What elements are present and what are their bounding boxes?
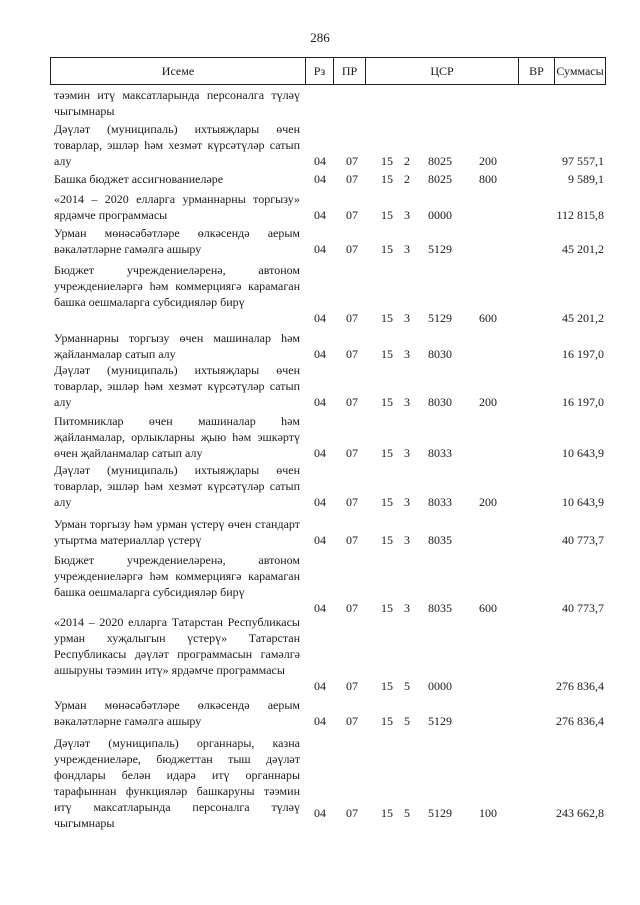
row-sum: 9 589,1 (568, 172, 604, 186)
row-vr: 200 (479, 495, 497, 509)
row-rz: 04 (314, 495, 326, 509)
row-rz: 04 (314, 714, 326, 728)
row-name: Дәүләт (муниципаль) ихтыяҗлары өчен товарлар, эшләр һәм хезмәт күрсәтүләр сатып алу (54, 122, 300, 168)
row-csr-code: 8025 (428, 172, 452, 186)
row-csr-subprogram: 3 (404, 446, 410, 460)
row-name: Урманнарны торгызу өчен машиналар һәм җайланмалар сатып алу (54, 331, 300, 361)
header-vr: ВР (519, 58, 555, 84)
row-name: Дәүләт (муниципаль) органнары, казна учреждениеләре, бюджеттан тыш дәүләт фондлары белән идарә итү органнары тарафыннан функцияләр башкаруны тәэмин итү максатларында персоналга түләү чыгымнары (54, 736, 300, 830)
header-csr: ЦСР (366, 58, 519, 84)
row-name: «2014 – 2020 елларга Татарстан Республикасы урман хуҗалыгын үстерү» Татарстан Республикасы дәүләт программасын гамәлгә ашыруны тәэмин итү» ярдәмче программасы (54, 615, 300, 677)
row-csr-code: 8033 (428, 495, 452, 509)
row-csr-code: 5129 (428, 242, 452, 256)
table-row (54, 735, 604, 830)
row-name: Урман торгызу һәм урман үстерү өчен стандарт утыртма материаллар үстерү (54, 517, 300, 547)
row-csr-subprogram: 3 (404, 601, 410, 615)
row-pr: 07 (346, 533, 358, 547)
row-sum: 16 197,0 (562, 347, 604, 361)
table-header (50, 57, 606, 85)
row-rz: 04 (314, 806, 326, 820)
table-row (54, 614, 604, 694)
row-sum: 276 836,4 (556, 714, 604, 728)
row-name: Урман мөнәсәбәтләре өлкәсендә аерым вәкаләтләрне гамәлгә ашыру (54, 226, 300, 256)
row-csr-subprogram: 3 (404, 347, 410, 361)
row-pr: 07 (346, 806, 358, 820)
row-rz: 04 (314, 311, 326, 325)
table-row (54, 225, 604, 257)
table-row (54, 87, 604, 119)
row-sum: 45 201,2 (562, 311, 604, 325)
row-vr: 800 (479, 172, 497, 186)
row-pr: 07 (346, 208, 358, 222)
row-pr: 07 (346, 446, 358, 460)
table-row (54, 697, 604, 729)
row-vr: 200 (479, 395, 497, 409)
table-row (54, 330, 604, 362)
row-csr-code: 5129 (428, 311, 452, 325)
row-name: Урман мөнәсәбәтләре өлкәсендә аерым вәкаләтләрне гамәлгә ашыру (54, 698, 300, 728)
header-sum: Суммасы (556, 64, 604, 78)
row-vr: 600 (479, 311, 497, 325)
row-pr: 07 (346, 714, 358, 728)
row-rz: 04 (314, 242, 326, 256)
row-sum: 97 557,1 (562, 154, 604, 168)
table-row (54, 191, 604, 223)
row-pr: 07 (346, 311, 358, 325)
row-name: Бюджет учреждениеләренә, автоном учреждениеләргә һәм коммерциягә карамаган башка оешмаларга субсидияләр бирү (54, 553, 300, 599)
row-csr-subprogram: 3 (404, 242, 410, 256)
row-name: Дәүләт (муниципаль) ихтыяҗлары өчен товарлар, эшләр һәм хезмәт күрсәтүләр сатып алу (54, 363, 300, 409)
row-csr-program: 15 (381, 495, 393, 509)
row-name: тәэмин итү максатларында персоналга түләү чыгымнары (54, 88, 300, 118)
row-csr-program: 15 (381, 714, 393, 728)
row-csr-subprogram: 5 (404, 806, 410, 820)
row-rz: 04 (314, 347, 326, 361)
row-csr-subprogram: 2 (404, 154, 410, 168)
row-csr-code: 8030 (428, 347, 452, 361)
row-pr: 07 (346, 154, 358, 168)
header-pr: ПР (334, 58, 366, 84)
row-csr-code: 8033 (428, 446, 452, 460)
row-csr-subprogram: 2 (404, 172, 410, 186)
row-sum: 40 773,7 (562, 533, 604, 547)
row-pr: 07 (346, 395, 358, 409)
row-rz: 04 (314, 601, 326, 615)
row-csr-program: 15 (381, 395, 393, 409)
row-rz: 04 (314, 446, 326, 460)
row-csr-subprogram: 3 (404, 495, 410, 509)
row-rz: 04 (314, 679, 326, 693)
header-rz: Рз (306, 58, 334, 84)
row-name: Башка бюджет ассигнованиеләре (54, 172, 224, 186)
row-rz: 04 (314, 154, 326, 168)
row-csr-program: 15 (381, 806, 393, 820)
row-csr-code: 8035 (428, 533, 452, 547)
row-csr-subprogram: 5 (404, 714, 410, 728)
row-csr-code: 0000 (428, 679, 452, 693)
row-csr-subprogram: 3 (404, 208, 410, 222)
row-csr-program: 15 (381, 311, 393, 325)
row-pr: 07 (346, 601, 358, 615)
row-vr: 600 (479, 601, 497, 615)
table-row (54, 413, 604, 461)
row-csr-program: 15 (381, 601, 393, 615)
row-pr: 07 (346, 172, 358, 186)
row-csr-code: 8030 (428, 395, 452, 409)
row-csr-program: 15 (381, 242, 393, 256)
row-name: Питомниклар өчен машиналар һәм җайланмалар, орлыкларны җыю һәм эшкәртү өчен җайланмалар сатып алу (54, 414, 300, 460)
row-sum: 112 815,8 (556, 208, 604, 222)
row-sum: 276 836,4 (556, 679, 604, 693)
row-pr: 07 (346, 679, 358, 693)
row-csr-subprogram: 3 (404, 395, 410, 409)
row-rz: 04 (314, 172, 326, 186)
row-name: «2014 – 2020 елларга урманнарны торгызу» ярдәмче программасы (54, 192, 300, 222)
row-rz: 04 (314, 395, 326, 409)
row-csr-program: 15 (381, 154, 393, 168)
row-sum: 10 643,9 (562, 446, 604, 460)
header-name: Исеме (51, 58, 306, 84)
table-row (54, 121, 604, 169)
row-rz: 04 (314, 533, 326, 547)
row-vr: 100 (479, 806, 497, 820)
row-csr-program: 15 (381, 208, 393, 222)
table-row (54, 171, 604, 187)
row-csr-code: 5129 (428, 806, 452, 820)
row-csr-code: 5129 (428, 714, 452, 728)
row-sum: 40 773,7 (562, 601, 604, 615)
page-number: 286 (310, 30, 330, 45)
row-name: Дәүләт (муниципаль) ихтыяҗлары өчен товарлар, эшләр һәм хезмәт күрсәтүләр сатып алу (54, 463, 300, 509)
row-csr-code: 8035 (428, 601, 452, 615)
table-row (54, 552, 604, 616)
row-pr: 07 (346, 495, 358, 509)
row-csr-program: 15 (381, 172, 393, 186)
row-sum: 16 197,0 (562, 395, 604, 409)
row-pr: 07 (346, 347, 358, 361)
row-sum: 10 643,9 (562, 495, 604, 509)
row-csr-code: 8025 (428, 154, 452, 168)
row-csr-code: 0000 (428, 208, 452, 222)
row-csr-subprogram: 3 (404, 533, 410, 547)
row-rz: 04 (314, 208, 326, 222)
table-row (54, 462, 604, 510)
row-pr: 07 (346, 242, 358, 256)
row-csr-program: 15 (381, 347, 393, 361)
row-sum: 243 662,8 (556, 806, 604, 820)
row-sum: 45 201,2 (562, 242, 604, 256)
row-vr: 200 (479, 154, 497, 168)
row-csr-subprogram: 3 (404, 311, 410, 325)
row-csr-program: 15 (381, 679, 393, 693)
row-name: Бюджет учреждениеләренә, автоном учреждениеләргә һәм коммерциягә карамаган башка оешмаларга субсидияләр бирү (54, 263, 300, 309)
row-csr-program: 15 (381, 533, 393, 547)
table-row (54, 516, 604, 548)
table-row (54, 262, 604, 326)
table-row (54, 362, 604, 410)
row-csr-subprogram: 5 (404, 679, 410, 693)
row-csr-program: 15 (381, 446, 393, 460)
